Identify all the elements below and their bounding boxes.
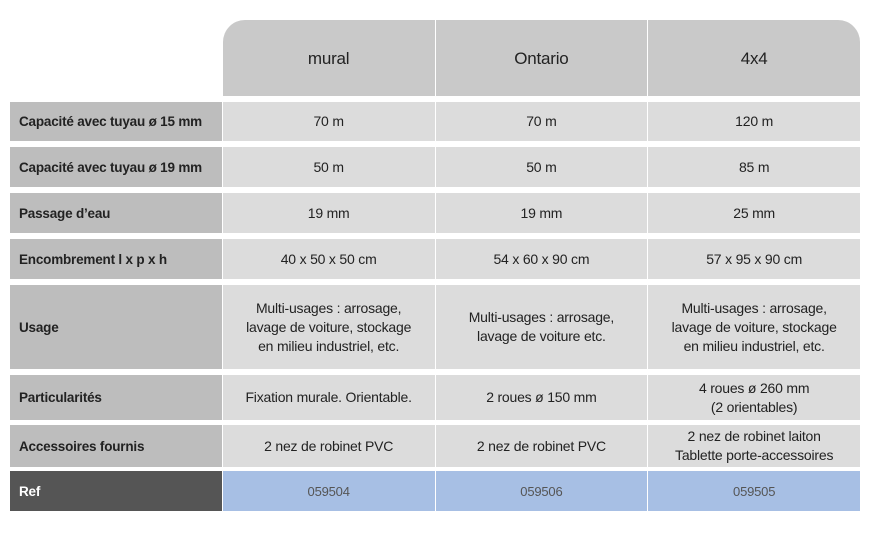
cell-value: 54 x 60 x 90 cm (436, 239, 648, 279)
cell-value: 50 m (436, 147, 648, 187)
cell-value: 57 x 95 x 90 cm (648, 239, 860, 279)
row-label: Particularités (10, 375, 222, 420)
cell-value (436, 285, 648, 369)
cell-value: 120 m (648, 102, 860, 141)
ref-value: 059506 (436, 471, 648, 511)
row-label: Usage (10, 285, 222, 369)
cell-value: 70 m (436, 102, 648, 141)
cell-line: Multi-usages : arrosage, (255, 299, 402, 316)
cell-line: 2 nez de robinet PVC (264, 437, 394, 454)
cell-value (223, 425, 435, 467)
cell-line: Multi-usages : arrosage, (468, 309, 615, 325)
cell-value: 19 mm (436, 193, 648, 233)
ref-value: 059504 (223, 471, 435, 511)
column-header-ontario: Ontario (436, 20, 648, 96)
table-row (10, 102, 860, 141)
cell-value: 40 x 50 x 50 cm (223, 239, 435, 279)
cell-line: lavage de voiture, stockage (671, 318, 837, 335)
cell-line: Tablette porte-accessoires (675, 447, 834, 463)
cell-value: 50 m (223, 147, 435, 187)
cell-value: 70 m (223, 102, 435, 141)
cell-value (648, 285, 860, 369)
ref-label: Ref (10, 471, 222, 511)
row-label: Capacité avec tuyau ø 15 mm (10, 102, 222, 141)
reference-row (10, 471, 860, 511)
cell-value (648, 375, 860, 420)
table-row (10, 425, 860, 467)
table-row (10, 239, 860, 279)
table-row (10, 375, 860, 420)
header-empty-cell (10, 20, 222, 96)
table-row (10, 193, 860, 233)
cell-value (648, 425, 860, 467)
cell-line: (2 orientables) (710, 398, 798, 415)
row-label: Passage d’eau (10, 193, 222, 233)
ref-value: 059505 (648, 471, 860, 511)
table-row (10, 147, 860, 187)
cell-line: 2 nez de robinet PVC (476, 437, 606, 454)
cell-line: en milieu industriel, etc. (683, 337, 825, 354)
table-header-row (10, 20, 860, 96)
cell-value (223, 285, 435, 369)
column-header-4x4: 4x4 (648, 20, 860, 96)
cell-value: 25 mm (648, 193, 860, 233)
cell-line: 4 roues ø 260 mm (698, 379, 810, 396)
cell-line: 2 roues ø 150 mm (486, 389, 597, 405)
row-label: Capacité avec tuyau ø 19 mm (10, 147, 222, 187)
cell-line: Fixation murale. Orientable. (245, 389, 412, 405)
cell-line: Multi-usages : arrosage, (681, 299, 827, 316)
cell-line: en milieu industriel, etc. (258, 337, 400, 354)
cell-value (436, 375, 648, 420)
cell-value (223, 375, 435, 420)
cell-line: lavage de voiture etc. (477, 328, 606, 344)
cell-line: lavage de voiture, stockage (246, 318, 412, 335)
row-label: Accessoires fournis (10, 425, 222, 467)
column-header-mural: mural (223, 20, 435, 96)
cell-value: 85 m (648, 147, 860, 187)
cell-value: 19 mm (223, 193, 435, 233)
cell-line: 2 nez de robinet laiton (687, 428, 821, 444)
cell-value (436, 425, 648, 467)
table-row (10, 285, 860, 369)
row-label: Encombrement l x p x h (10, 239, 222, 279)
